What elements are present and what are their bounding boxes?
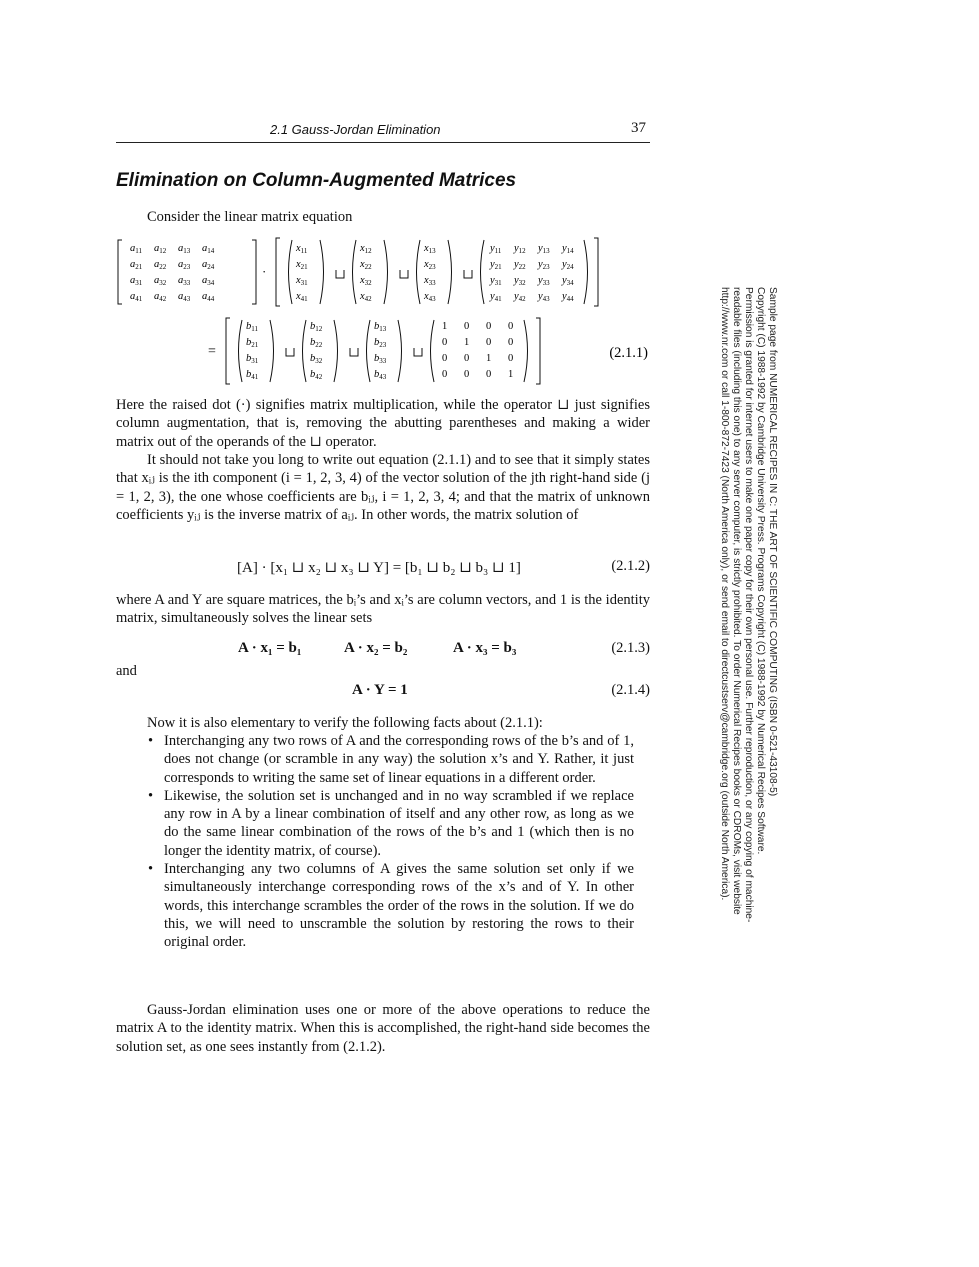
paragraph-square-matrices: where A and Y are square matrices, the bᵢ’s and xᵢ’s are column vectors, and 1 is the identity matrix, simultaneously solves the linear sets [116,592,650,627]
identity-entry: 0 [464,353,470,364]
identity-entry: 0 [464,369,470,380]
math-entry: y41 [490,291,502,303]
identity-entry: 0 [442,337,448,348]
math-entry: a23 [178,259,191,271]
facts-list [148,732,634,952]
math-entry: a24 [202,259,215,271]
sqcup-operator [286,348,294,356]
math-entry: y12 [514,243,526,255]
equals-sign: = [208,344,216,359]
math-entry: y43 [538,291,550,303]
math-entry: a33 [178,275,191,287]
identity-entry: 0 [486,321,492,332]
left-parenthesis [481,240,485,304]
copyright-line: Copyright (C) 1988-1992 by Cambridge University Press. Programs Copyright (C) 1988-1992 by Numerical Recipes Software. [755,287,766,855]
math-entry: y24 [562,259,574,271]
math-entry: x13 [424,243,436,255]
running-header-section: 2.1 Gauss-Jordan Elimination [270,122,441,137]
equation-2-1-3-part3: A · x₃ = b₃ [453,640,517,656]
math-entry: x42 [360,291,372,303]
identity-entry: 1 [486,353,492,364]
right-parenthesis [320,240,324,304]
running-header [116,120,650,143]
copyright-line: Permission is granted for internet users to make one paper copy for their own personal use. Further reproduction, or any copying of machine- [743,287,754,923]
math-entry: a32 [154,275,167,287]
list-item: • Likewise, the solution set is unchanged and in no way scrambled if we replace any row in A by a linear combination of itself and any other row, as long as we do the same linear combination of the rows of the b’s and 1 (which then is no longer the identity matrix, of course). [148,787,634,860]
identity-entry: 0 [508,353,514,364]
outer-right-bracket [594,238,598,306]
equation-2-1-4-label: (2.1.4) [611,682,650,698]
paragraph-gauss-jordan: Gauss-Jordan elimination uses one or more of the above operations to reduce the matrix A to the identity matrix. When this is accomplished, the right-hand side becomes the solution set, as one sees instantly from (2.1.2). [116,1002,650,1055]
sqcup-operator [350,348,358,356]
math-entry: a13 [178,243,191,255]
matrix-a-right-bracket [252,240,256,304]
math-entry: y44 [562,291,574,303]
math-entry: b11 [246,321,258,333]
math-entry: b23 [374,337,387,349]
math-entry: x23 [424,259,436,271]
left-parenthesis [239,320,243,382]
sqcup-operator [336,270,344,278]
math-entry: a42 [154,291,167,303]
math-entry: y11 [490,243,502,255]
equation-2-1-3-part2: A · x₂ = b₂ [344,640,408,656]
math-entry: x33 [424,275,436,287]
math-entry: a44 [202,291,215,303]
identity-entry: 1 [464,337,470,348]
copyright-line: readable files (including this one) to any server computer, is strictly prohibited. To order Numerical Recipes books or CDROMs, visit website [731,287,742,915]
list-item: • Interchanging any two columns of A gives the same solution set only if we simultaneously interchange corresponding rows of the x’s and of Y. In other words, this interchange scrambles the order of the rows in the solution. If we do this, we will need to unscramble the solution by restoring the rows to their original order. [148,860,634,951]
page-number: 37 [631,120,646,136]
right-parenthesis [270,320,274,382]
math-entry: b33 [374,353,387,365]
math-entry: b22 [310,337,323,349]
identity-entry: 0 [464,321,470,332]
math-entry: b21 [246,337,259,349]
and-word: and [116,663,137,679]
equation-2-1-3-part1: A · x₁ = b₁ [238,640,302,656]
left-parenthesis [367,320,371,382]
math-entry: x21 [296,259,308,271]
copyright-line: Sample page from NUMERICAL RECIPES IN C: THE ART OF SCIENTIFIC COMPUTING (ISBN 0-521-43108-5) [767,287,778,797]
equation-2-1-2-body: [A] · [x₁ ⊔ x₂ ⊔ x₃ ⊔ Y] = [b₁ ⊔ b₂ ⊔ b₃ ⊔ 1] [237,560,521,576]
math-entry: x41 [296,291,308,303]
copyright-line: http://www.nr.com or call 1-800-872-7423 (North America only), or send email to directcustserv@cambridge.org (outside North America). [719,287,730,901]
math-entry: b41 [246,369,259,381]
equation-2-1-1 [110,236,655,386]
identity-entry: 0 [486,369,492,380]
right-parenthesis [524,320,528,382]
math-entry: y33 [538,275,550,287]
identity-entry: 1 [442,321,448,332]
math-entry: x12 [360,243,372,255]
right-parenthesis [584,240,588,304]
copyright-sidebar [718,287,778,987]
left-parenthesis [289,240,293,304]
equation-2-1-4-body: A · Y = 1 [352,682,408,698]
equation-2-1-2-label: (2.1.2) [611,558,650,574]
math-entry: a31 [130,275,143,287]
rhs-right-bracket [536,318,540,384]
math-entry: y21 [490,259,502,271]
equation-2-1-1-label: (2.1.1) [609,345,648,361]
math-entry: b32 [310,353,323,365]
identity-entry: 0 [442,353,448,364]
right-parenthesis [398,320,402,382]
identity-entry: 0 [442,369,448,380]
math-entry: x31 [296,275,308,287]
right-parenthesis [334,320,338,382]
math-entry: b43 [374,369,387,381]
section-title: Elimination on Column-Augmented Matrices [116,170,517,191]
math-entry: y22 [514,259,526,271]
sqcup-operator [464,270,472,278]
math-entry: a21 [130,259,143,271]
rhs-left-bracket [226,318,230,384]
paragraph-raised-dot: Here the raised dot (·) signifies matrix multiplication, while the operator ⊔ just signifies column augmentation, that is, removing the abutting parentheses and making a wider matrix out of the operands of the ⊔ operator. [116,397,650,450]
math-entry: y42 [514,291,526,303]
left-parenthesis [303,320,307,382]
math-entry: y13 [538,243,550,255]
list-item: • Interchanging any two rows of A and the corresponding rows of the b’s and of 1, does not change (or scramble in any way) the solution x’s and Y. Rather, it just corresponds to writing the same set of linear equations in a different order. [148,732,634,787]
sqcup-operator [414,348,422,356]
math-entry: a11 [130,243,142,255]
math-entry: b42 [310,369,323,381]
right-parenthesis [448,240,452,304]
math-entry: a22 [154,259,167,271]
math-entry: y31 [490,275,502,287]
math-entry: x11 [296,243,308,255]
math-entry: y34 [562,275,574,287]
math-entry: y32 [514,275,526,287]
math-entry: a43 [178,291,191,303]
math-entry: y23 [538,259,550,271]
math-entry: x32 [360,275,372,287]
identity-entry: 0 [508,337,514,348]
math-entry: b12 [310,321,323,333]
sqcup-operator [400,270,408,278]
math-entry: b31 [246,353,259,365]
left-parenthesis [431,320,435,382]
left-parenthesis [417,240,421,304]
identity-entry: 0 [508,321,514,332]
identity-entry: 0 [486,337,492,348]
equation-2-1-3-label: (2.1.3) [611,640,650,656]
dot-operator: · [262,264,267,279]
left-parenthesis [353,240,357,304]
math-entry: a34 [202,275,215,287]
matrix-a-left-bracket [118,240,122,304]
math-entry: b13 [374,321,387,333]
outer-left-bracket [276,238,280,306]
math-entry: a14 [202,243,215,255]
intro-paragraph: Consider the linear matrix equation [147,209,353,225]
math-entry: x22 [360,259,372,271]
math-entry: y14 [562,243,574,255]
paragraph-facts: Now it is also elementary to verify the following facts about (2.1.1): [147,715,543,731]
math-entry: a41 [130,291,143,303]
identity-entry: 1 [508,369,514,380]
paragraph-components: It should not take you long to write out equation (2.1.1) and to see that it simply states that xᵢⱼ is the ith component (i = 1, 2, 3, 4) of the vector solution of the jth right-hand side (j = 1, 2, 3), the one whose coefficients are bᵢⱼ, i = 1, 2, 3, 4; and that the matrix of unknown coefficients yᵢⱼ is the inverse matrix of aᵢⱼ. In other words, the matrix solution of [116,452,650,523]
right-parenthesis [384,240,388,304]
math-entry: x43 [424,291,436,303]
math-entry: a12 [154,243,167,255]
